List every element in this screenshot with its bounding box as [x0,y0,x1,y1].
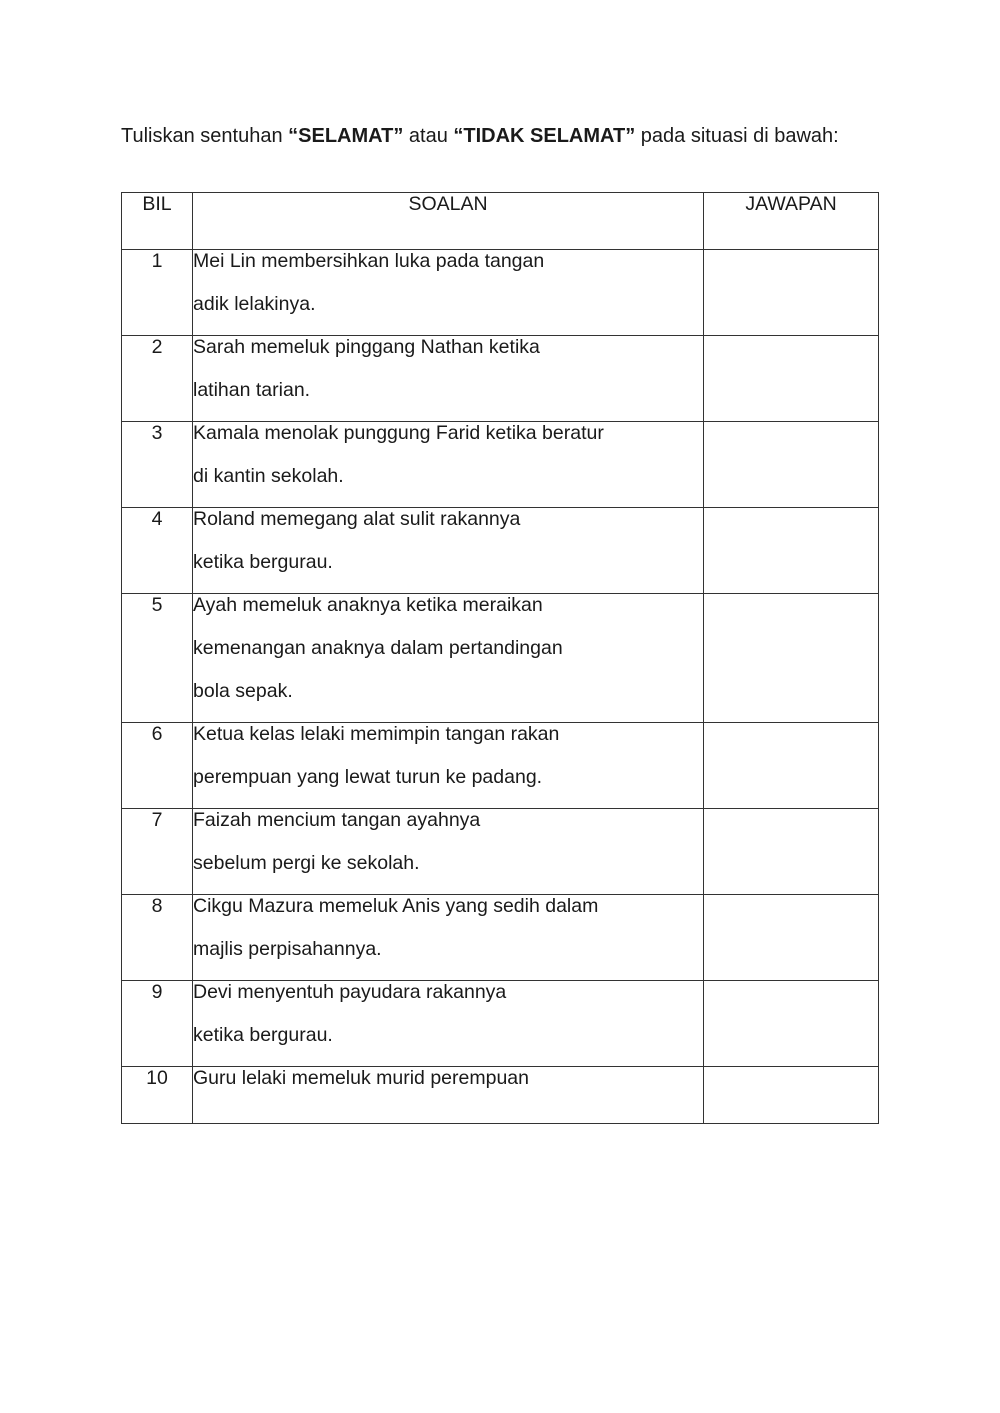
question-line: adik lelakinya. [193,293,316,315]
question-cell [193,336,704,422]
question-line: sebelum pergi ke sekolah. [193,852,420,874]
header-bil: BIL [122,193,193,250]
instruction-suffix: pada situasi di bawah: [635,125,839,147]
question-cell [193,508,704,594]
option-tidak-selamat: “TIDAK SELAMAT” [453,125,636,147]
question-line: bola sepak. [193,680,293,702]
answer-cell[interactable] [704,422,879,508]
table-row [122,809,879,895]
table-row [122,1067,879,1124]
row-number: 6 [122,723,193,809]
header-soalan: SOALAN [193,193,704,250]
row-number: 10 [122,1067,193,1124]
instruction-prefix: Tuliskan sentuhan [121,125,289,147]
question-line: Roland memegang alat sulit rakannya [193,508,521,530]
question-line: Sarah memeluk pinggang Nathan ketika [193,336,540,358]
question-line: kemenangan anaknya dalam pertandingan [193,637,563,659]
table-row [122,594,879,723]
table-row [122,981,879,1067]
row-number: 5 [122,594,193,723]
question-line: Cikgu Mazura memeluk Anis yang sedih dalam [193,895,599,917]
answer-cell[interactable] [704,895,879,981]
table-row [122,508,879,594]
row-number: 3 [122,422,193,508]
question-cell [193,981,704,1067]
row-number: 8 [122,895,193,981]
question-cell [193,422,704,508]
question-line: Mei Lin membersihkan luka pada tangan [193,250,545,272]
question-line: Faizah mencium tangan ayahnya [193,809,481,831]
instruction-text [121,122,839,150]
answer-cell[interactable] [704,809,879,895]
row-number: 7 [122,809,193,895]
question-rows [122,250,879,1124]
answer-cell[interactable] [704,336,879,422]
header-jawapan: JAWAPAN [704,193,879,250]
table-row [122,723,879,809]
question-cell [193,1067,704,1124]
question-line: ketika bergurau. [193,551,333,573]
answer-cell[interactable] [704,723,879,809]
question-line: Devi menyentuh payudara rakannya [193,981,507,1003]
question-line: ketika bergurau. [193,1024,333,1046]
answer-cell[interactable] [704,981,879,1067]
answer-cell[interactable] [704,508,879,594]
instruction-middle: atau [403,125,454,147]
option-selamat: “SELAMAT” [288,125,404,147]
row-number: 9 [122,981,193,1067]
table-row [122,895,879,981]
question-line: Ketua kelas lelaki memimpin tangan rakan [193,723,560,745]
question-line: majlis perpisahannya. [193,938,382,960]
row-number: 1 [122,250,193,336]
table-row [122,422,879,508]
question-line: perempuan yang lewat turun ke padang. [193,766,543,788]
answer-cell[interactable] [704,250,879,336]
row-number: 4 [122,508,193,594]
question-line: di kantin sekolah. [193,465,344,487]
question-line: Guru lelaki memeluk murid perempuan [193,1067,529,1089]
question-line: Kamala menolak punggung Farid ketika beratur [193,422,604,444]
row-number: 2 [122,336,193,422]
answer-cell[interactable] [704,594,879,723]
question-line: Ayah memeluk anaknya ketika meraikan [193,594,543,616]
table-row [122,336,879,422]
question-cell [193,895,704,981]
worksheet-table [121,192,879,1124]
answer-cell[interactable] [704,1067,879,1124]
table-row [122,250,879,336]
question-line: latihan tarian. [193,379,311,401]
question-cell [193,723,704,809]
question-cell [193,250,704,336]
question-cell [193,594,704,723]
question-cell [193,809,704,895]
